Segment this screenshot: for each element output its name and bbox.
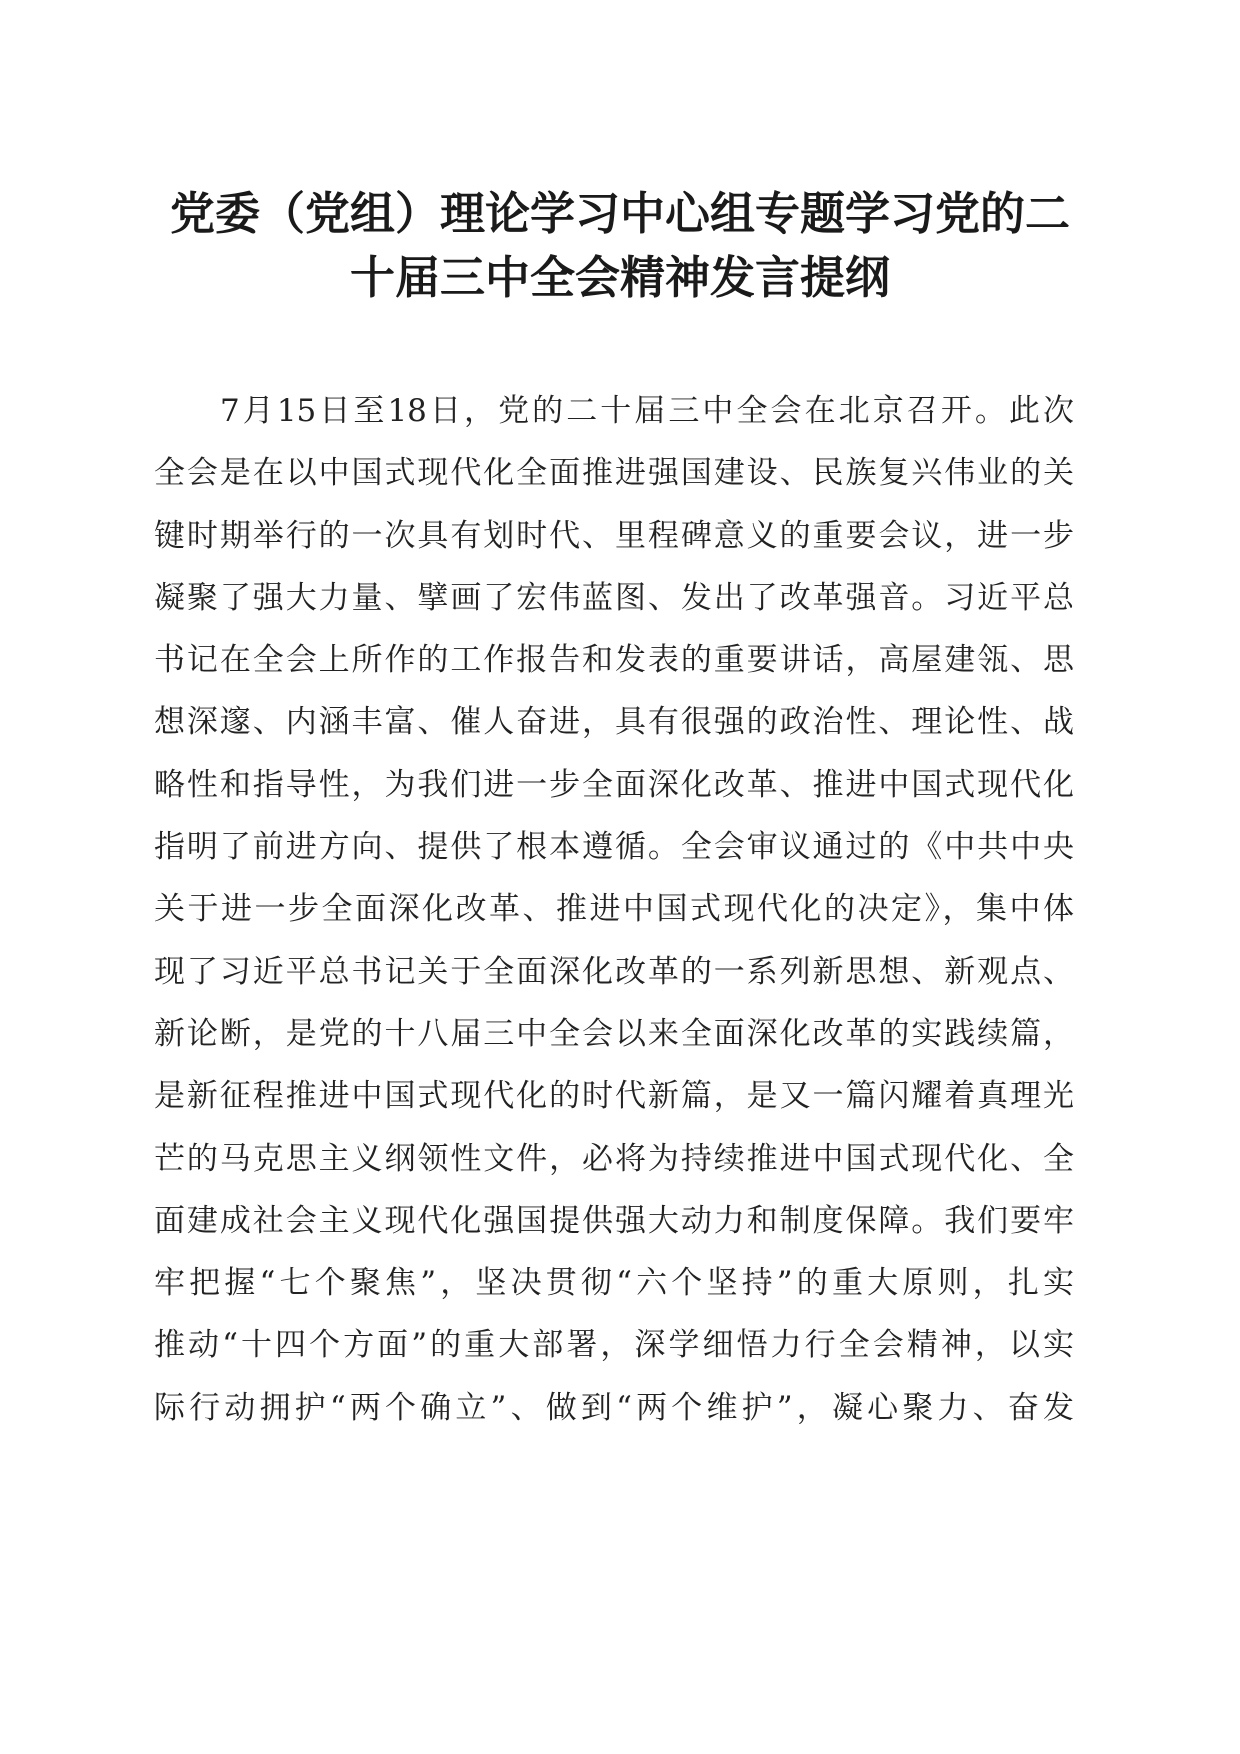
- paragraph-line: 现了习近平总书记关于全面深化改革的一系列新思想、新观点、: [154, 953, 1074, 990]
- paragraph-line: 面建成社会主义现代化强国提供强大动力和制度保障。我们要牢: [154, 1202, 1074, 1239]
- paragraph-line: 指明了前进方向、提供了根本遵循。全会审议通过的《中共中央: [154, 829, 1074, 866]
- paragraph-line: 全会是在以中国式现代化全面推进强国建设、民族复兴伟业的关: [154, 455, 1074, 492]
- paragraph-line: 略性和指导性，为我们进一步全面深化改革、推进中国式现代化: [154, 766, 1074, 803]
- paragraph-line: 推动“十四个方面”的重大部署，深学细悟力行全会精神，以实: [154, 1327, 1074, 1364]
- paragraph-line: 想深邃、内涵丰富、催人奋进，具有很强的政治性、理论性、战: [154, 704, 1074, 741]
- paragraph-line: 牢把握“七个聚焦”，坚决贯彻“六个坚持”的重大原则，扎实: [154, 1265, 1074, 1302]
- paragraph-line: 际行动拥护“两个确立”、做到“两个维护”，凝心聚力、奋发: [154, 1389, 1074, 1426]
- paragraph-line: 7月15日至18日，党的二十届三中全会在北京召开。此次: [220, 393, 1074, 429]
- paragraph-line: 键时期举行的一次具有划时代、里程碑意义的重要会议，进一步: [154, 517, 1074, 554]
- paragraph-line: 关于进一步全面深化改革、推进中国式现代化的决定》，集中体: [154, 891, 1074, 928]
- document-title: [150, 182, 1090, 310]
- paragraph-line: 芒的马克思主义纲领性文件，必将为持续推进中国式现代化、全: [154, 1140, 1074, 1177]
- body-paragraph: [154, 380, 1074, 1439]
- title-line-2: 十届三中全会精神发言提纲: [349, 251, 890, 304]
- paragraph-line: 是新征程推进中国式现代化的时代新篇，是又一篇闪耀着真理光: [154, 1078, 1074, 1115]
- paragraph-line: 书记在全会上所作的工作报告和发表的重要讲话，高屋建瓴、思: [154, 642, 1074, 679]
- title-line-1: 党委（党组）理论学习中心组专题学习党的二: [169, 187, 1070, 240]
- paragraph-line: 新论断，是党的十八届三中全会以来全面深化改革的实践续篇，: [154, 1015, 1074, 1052]
- paragraph-line: 凝聚了强大力量、擘画了宏伟蓝图、发出了改革强音。习近平总: [154, 579, 1074, 616]
